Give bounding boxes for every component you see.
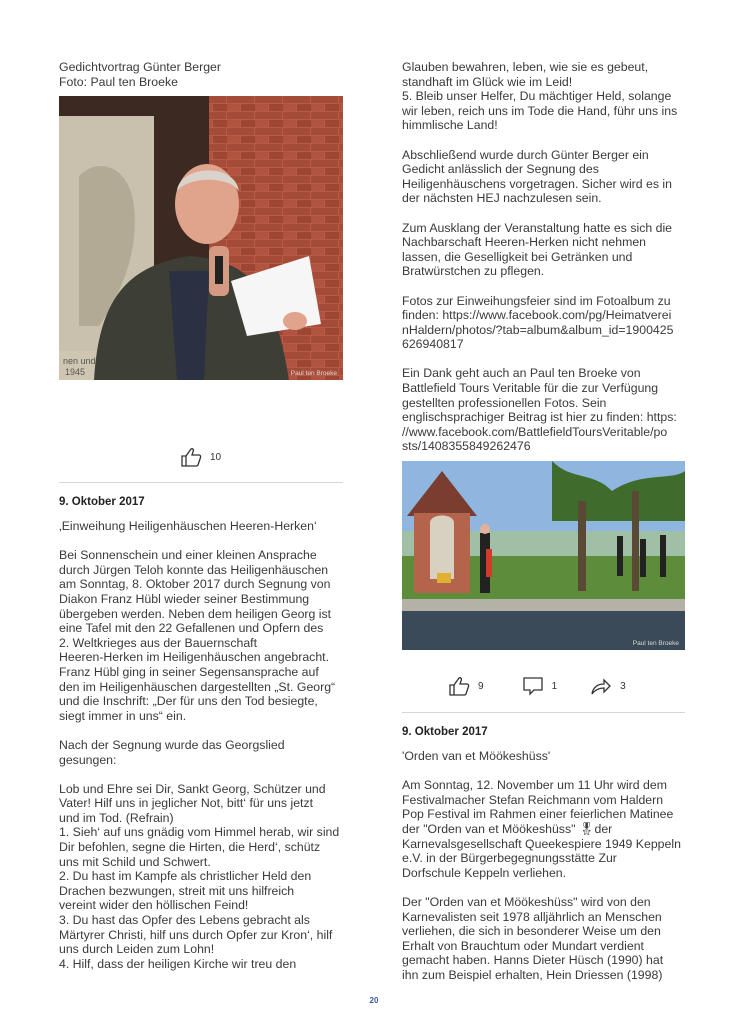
photo-speaker[interactable] (59, 96, 343, 380)
post-divider (59, 482, 343, 483)
comment-count: 1 (551, 680, 558, 692)
speaker-photo-image (59, 96, 343, 380)
thumbs-up-icon (180, 447, 202, 467)
post-date: 9. Oktober 2017 (402, 726, 488, 738)
comment-button[interactable] (522, 676, 558, 696)
share-icon (590, 676, 612, 696)
comment-icon (522, 676, 544, 696)
svg-text:nen und: nen und (63, 356, 96, 366)
photo-caption: Gedichtvortrag Günter Berger Foto: Paul ten Broeke (59, 60, 221, 89)
photo-shrine[interactable] (402, 461, 685, 650)
svg-text:1945: 1945 (65, 367, 86, 377)
post-body-continued: Glauben bewahren, leben, wie sie es gebeut, standhaft im Glück wie im Leid! 5. Bleib unser Helfer, Du mächtiger Held, solange wir leben, reich uns im Tode die Hand, führ uns ins himmlische Land! Abschließend wurde durch Günter Berger ein Gedicht anlässlich der Segnung des Heiligenhäuschens vorgetragen. Sicher wird es in der nächsten HEJ nachzulesen sein. Zum Ausklang der Veranstaltung hatte es sich die Nachbarschaft Heeren-Herken nicht nehmen lassen, die Geselligkeit bei Getränken und Bratwürstchen zu pflegen. Fotos zur Einweihungsfeier sind im Fotoalbum zu finden: https://www.facebook.com/pg/Heimatverei nHaldern/photos/?tab=album&album_id=1900425 626940817 Ein Dank geht auch an Paul ten Broeke von Battlefield Tours Veritable für die zur Verfügung gestellten professionellen Fotos. Sein englischsprachiger Beitrag ist hier zu finden: https: //www.facebook.com/BattlefieldToursVeritable/po sts/1408355849262476 (402, 60, 678, 454)
post-body: 'Orden van et Möökeshüss' Am Sonntag, 12. November um 11 Uhr wird dem Festivalmacher Stefan Reichmann vom Haldern Pop Festival im Rahmen einer feierlichen Matinee der "Orden van et Möökeshüss" 🎖der Karnevalsgesellschaft Queekespiere 1949 Keppeln e.V. in der Bürgerbegegnungsstätte Zur Dorfschule Keppeln verliehen. Der "Orden van et Möökeshüss" wird von den Karnevalisten seit 1978 alljährlich an Menschen verliehen, die sich in besonderer Weise um den Erhalt von Brauchtum oder Mundart verdient gemacht haben. Hanns Dieter Hüsch (1990) hat ihn zum Beispiel erhalten, Hein Driessen (1998) (402, 749, 681, 982)
like-button[interactable] (448, 676, 484, 696)
like-button[interactable] (180, 447, 221, 467)
thumbs-up-icon (448, 676, 470, 696)
page-number: 20 (369, 996, 379, 1005)
post-date: 9. Oktober 2017 (59, 496, 145, 508)
shrine-photo-image (402, 461, 685, 650)
share-count: 3 (620, 680, 626, 692)
share-button[interactable] (590, 676, 626, 696)
photo-credit: Paul ten Broeke (290, 370, 337, 377)
reactions-bar (448, 676, 626, 696)
post-body: ‚Einweihung Heiligenhäuschen Heeren-Herken‘ Bei Sonnenschein und einer kleinen Ansprache durch Jürgen Teloh konnte das Heiligenhäuschen am Sonntag, 8. Oktober 2017 durch Segnung von Diakon Franz Hübl wieder seiner Bestimmung übergeben werden. Neben dem heiligen Georg ist eine Tafel mit den 22 Gefallenen und Opfern des 2. Weltkrieges aus der Bauernschaft Heeren-Herken im Heiligenhäuschen angebracht. Franz Hübl ging in seiner Segensansprache auf den im Heiligenhäuschen dargestellten „St. Georg“ und die Inschrift: „Der für uns den Tod besiegte, siegt immer in uns“ ein. Nach der Segnung wurde das Georgslied gesungen: Lob und Ehre sei Dir, Sankt Georg, Schützer und Vater! Hilf uns in jeglicher Not, bitt‘ für uns jetzt und im Tod. (Refrain) 1. Sieh‘ auf uns gnädig vom Himmel herab, wir sind Dir befohlen, segne die Hirten, die Herd‘, schütz uns mit Schild und Schwert. 2. Du hast im Kampfe als christlicher Held den Drachen bezwungen, streit mit uns hilfreich vereint wider den höllischen Feind! 3. Du hast das Opfer des Lebens gebracht als Märtyrer Christi, hilf uns durch Opfer zur Kron‘, hilf uns durch Leiden zum Lohn! 4. Hilf, dass der heiligen Kirche wir treu den (59, 519, 340, 971)
reactions-bar (180, 447, 221, 467)
like-count: 9 (478, 680, 484, 692)
photo-credit: Paul ten Broeke (632, 640, 679, 647)
like-count: 10 (210, 451, 222, 463)
post-divider (402, 712, 685, 713)
